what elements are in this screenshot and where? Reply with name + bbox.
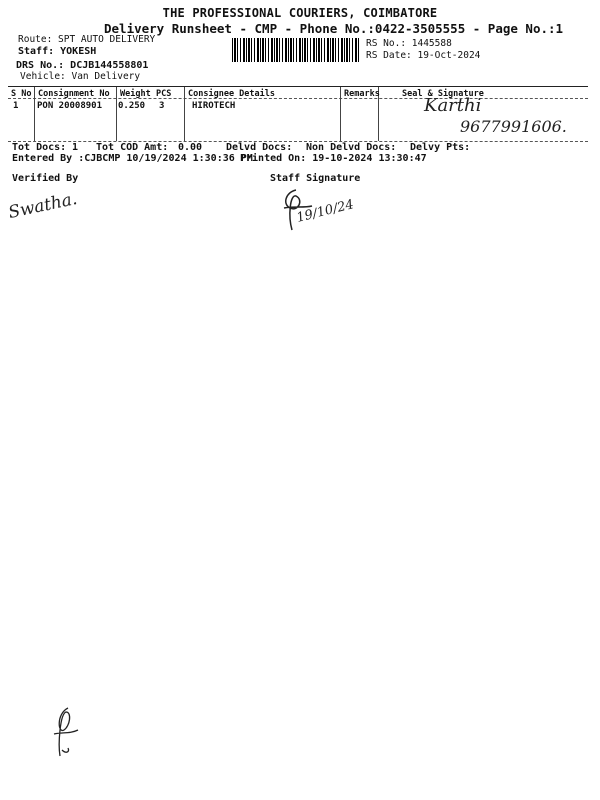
printed-on: Printed On: 19-10-2024 13:30:47 [240, 153, 427, 164]
col-remarks: Remarks [344, 89, 380, 99]
staff: Staff: YOKESH [18, 46, 97, 57]
runsheet-subtitle: Delivery Runsheet - CMP - Phone No.:0422-3505555 - Page No.:1 [104, 21, 564, 36]
staff-signature-label: Staff Signature [270, 173, 361, 184]
row-consignee: HIROTECH [192, 101, 236, 111]
tot-cod-value: 0.00 [178, 142, 203, 153]
vehicle: Vehicle: Van Delivery [20, 71, 141, 82]
tot-docs-value: 1 [72, 142, 79, 153]
col-consignee: Consignee Details [188, 89, 275, 99]
barcode [232, 38, 360, 62]
col-sno: S No [11, 89, 32, 99]
drs-no: DRS No.: DCJB144558801 [16, 60, 149, 71]
entered-by: Entered By :CJBCMP 10/19/2024 1:30:36 PM [12, 153, 253, 164]
col-consignment: Consignment No [38, 89, 110, 99]
row-weight: 0.250 [118, 101, 146, 111]
receiver-phone: 9677991606. [460, 117, 567, 136]
verified-by-label: Verified By [12, 173, 79, 184]
tot-cod-label: Tot COD Amt: [96, 142, 169, 153]
company-title: THE PROFESSIONAL COURIERS, COIMBATORE [162, 6, 438, 20]
row-sno: 1 [13, 101, 19, 111]
verified-signature: Swatha. [6, 188, 79, 224]
non-delvd-docs-label: Non Delvd Docs: [306, 142, 397, 153]
delvy-pts-label: Delvy Pts: [410, 142, 471, 153]
rs-no: RS No.: 1445588 [366, 38, 452, 49]
runsheet-table [8, 86, 588, 142]
staff-signature-date: 19/10/24 [295, 197, 356, 226]
col-pcs: PCS [156, 89, 172, 99]
delvd-docs-label: Delvd Docs: [226, 142, 293, 153]
receiver-signature: Karthi [424, 95, 482, 116]
col-weight: Weight [120, 89, 151, 99]
rs-date: RS Date: 19-Oct-2024 [366, 50, 481, 61]
tot-docs-label: Tot Docs: [12, 142, 67, 153]
initials-mark [50, 704, 82, 760]
row-consignment: PON 20008901 [37, 101, 103, 111]
row-pcs: 3 [159, 101, 165, 111]
route: Route: SPT AUTO DELIVERY [18, 34, 156, 45]
col-seal-signature: Seal & Signature [402, 89, 484, 99]
